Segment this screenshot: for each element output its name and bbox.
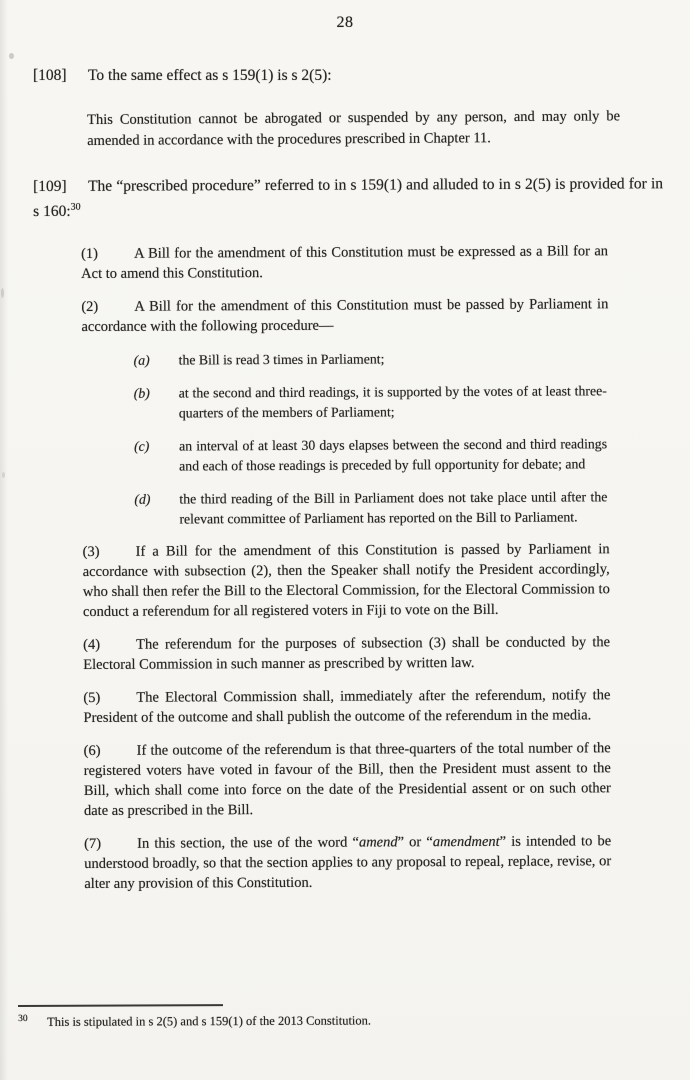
subsection-6 — [84, 738, 611, 821]
subsection-3 — [83, 539, 610, 622]
paragraph-109 — [33, 171, 663, 224]
footnote-separator-rule — [18, 1004, 223, 1007]
page-number: 28 — [336, 14, 354, 31]
quote-section-2-5 — [87, 106, 620, 152]
subsection-1-number: (1) — [81, 245, 99, 262]
subsection-2-number: (2) — [81, 298, 99, 315]
footnote-reference-30: 30 — [70, 201, 81, 213]
list-item-d — [134, 487, 609, 529]
subsection-6-text: If the outcome of the referendum is that three-quarters of the total number of the registered voters have voted in favour of the Bill, then the President must assent to the Bill, which shall come into force on the date of the Presidential assent or on such other date as prescribed in the Bill. — [83, 740, 611, 819]
subsection-4-number: (4) — [83, 636, 101, 653]
subsection-1 — [81, 241, 608, 284]
subsection-7-text-part1: In this section, the use of the word “ — [137, 834, 359, 852]
subsection-2-items — [134, 348, 610, 529]
subsection-7-text-part3: ” is intended to be understood broadly, so that the section applies to any proposal to repeal, replace, revise, or alter any provision of this Constitution. — [84, 833, 612, 892]
footnote-30 — [18, 1012, 371, 1031]
subsection-4 — [83, 632, 610, 675]
footnote-30-text: This is stipulated in s 2(5) and s 159(1) of the 2013 Constitution. — [47, 1013, 372, 1029]
paragraph-108 — [33, 63, 663, 88]
subsection-2-text: A Bill for the amendment of this Constitution must be passed by Parliament in accordance with the following procedure— — [81, 296, 609, 335]
paragraph-109-label: [109] — [33, 177, 67, 195]
subsection-3-number: (3) — [82, 543, 100, 560]
item-b-number: (b) — [133, 385, 150, 401]
subsection-6-number: (6) — [83, 742, 101, 759]
scan-artifact — [2, 472, 5, 478]
list-item-a — [134, 348, 609, 370]
subsection-5 — [83, 685, 610, 728]
quote-text: This Constitution cannot be abrogated or suspended by any person, and may only be amended in accordance with the procedures prescribed in Chapter 11. — [87, 108, 621, 149]
subsection-2 — [81, 294, 608, 337]
scan-artifact — [1, 288, 4, 298]
item-c-text: an interval of at least 30 days elapses between the second and third readings and each of those readings is preceded by full opportunity for debate; and — [179, 436, 608, 474]
scan-artifact — [9, 53, 14, 59]
subsection-3-text: If a Bill for the amendment of this Constitution is passed by Parliament in accordance with subsection (2), then the Speaker shall notify the President accordingly, who shall then refer the Bill to the Electoral Commission, for the Electoral Commission to conduct a referendum for all registered voters in Fiji to vote on the Bill. — [82, 541, 610, 620]
italic-word-amendment: amendment — [432, 833, 500, 851]
item-b-text: at the second and third readings, it is supported by the votes of at least three-quarters of the members of Parliament; — [178, 383, 607, 421]
item-d-text: the third reading of the Bill in Parliament does not take place until after the relevant committee of Parliament has reported on the Bill to Parliament. — [179, 489, 608, 527]
subsection-7-text-part2: ” or “ — [397, 834, 433, 851]
paragraph-109-text: The “prescribed procedure” referred to in s 159(1) and alluded to in s 2(5) is provided for in s 160: — [33, 175, 664, 220]
item-a-number: (a) — [133, 352, 150, 368]
item-d-number: (d) — [134, 491, 151, 507]
subsection-1-text: A Bill for the amendment of this Constitution must be expressed as a Bill for an Act to amend this Constitution. — [81, 243, 609, 282]
subsection-4-text: The referendum for the purposes of subsection (3) shall be conducted by the Electoral Commission in such manner as prescribed by written law. — [83, 634, 611, 673]
subsection-7 — [84, 831, 611, 894]
subsection-5-number: (5) — [83, 689, 101, 706]
list-item-c — [134, 434, 609, 476]
paragraph-108-label: [108] — [33, 67, 67, 84]
footnote-area — [18, 1003, 371, 1031]
paragraph-108-text: To the same effect as s 159(1) is s 2(5): — [88, 67, 332, 84]
item-a-text: the Bill is read 3 times in Parliament; — [178, 351, 385, 368]
section-160-block — [81, 241, 611, 894]
subsection-5-text: The Electoral Commission shall, immediately after the referendum, notify the President of the outcome and shall publish the outcome of the referendum in the media. — [83, 687, 611, 726]
list-item-b — [134, 381, 609, 423]
subsection-7-number: (7) — [84, 835, 102, 852]
italic-word-amend: amend — [358, 834, 398, 851]
item-c-number: (c) — [134, 438, 150, 454]
